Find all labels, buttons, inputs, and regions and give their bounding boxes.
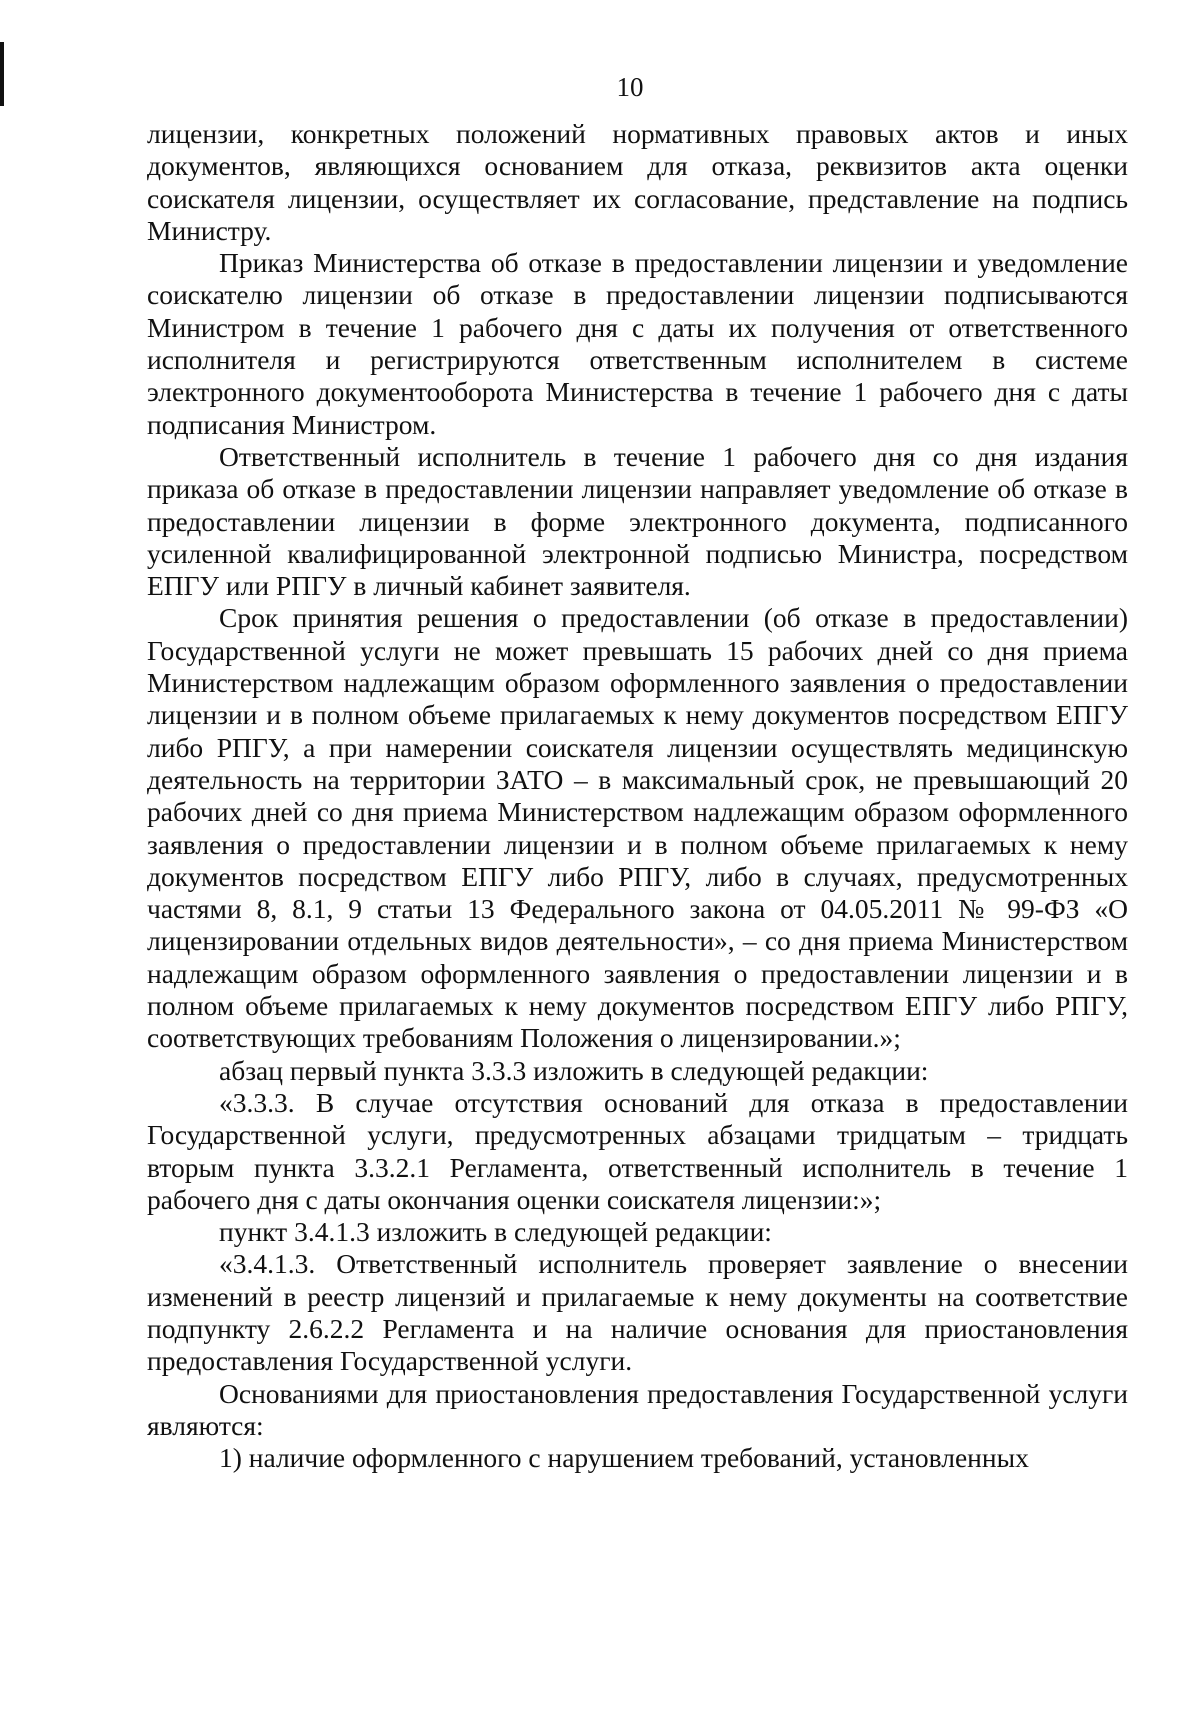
paragraph-clause-3-4-1-3: «3.4.1.3. Ответственный исполнитель проверяет заявление о внесении изменений в реестр лицензий и прилагаемые к нему документы на соответствие подпункту 2.6.2.2 Регламента и на наличие основания для приостановления предоставления Государственной услуги. [147, 1248, 1128, 1377]
document-body [147, 118, 1128, 1474]
page-number: 10 [616, 72, 644, 102]
paragraph-continuation: лицензии, конкретных положений нормативных правовых актов и иных документов, являющихся основанием для отказа, реквизитов акта оценки соискателя лицензии, осуществляет их согласование, представление на подпись Министру. [147, 118, 1128, 246]
paragraph-amendment-3-4-1-3: пункт 3.4.1.3 изложить в следующей редакции: [219, 1216, 772, 1248]
paragraph-order-signing: Приказ Министерства об отказе в предоставлении лицензии и уведомление соискателю лицензии об отказе в предоставлении лицензии подписываются Министром в течение 1 рабочего дня с даты их получения от ответственного исполнителя и регистрируются ответственным исполнителем в системе электронного документооборота Министерства в течение 1 рабочего дня с даты подписания Министром. [147, 247, 1128, 440]
paragraph-clause-3-3-3: «3.3.3. В случае отсутствия оснований для отказа в предоставлении Государственной услуги, предусмотренных абзацами тридцатым – тридцать вторым пункта 3.3.2.1 Регламента, ответственный исполнитель в течение 1 рабочего дня с даты окончания оценки соискателя лицензии:»; [147, 1086, 1128, 1215]
paragraph-suspension-grounds: Основаниями для приостановления предоставления Государственной услуги являются: [147, 1377, 1128, 1441]
paragraph-amendment-3-3-3: абзац первый пункта 3.3.3 изложить в следующей редакции: [219, 1054, 929, 1086]
paragraph-item-1: 1) наличие оформленного с нарушением требований, установленных [219, 1442, 1029, 1474]
paragraph-notification: Ответственный исполнитель в течение 1 рабочего дня со дня издания приказа об отказе в предоставлении лицензии направляет уведомление об отказе в предоставлении лицензии в форме электронного документа, подписанного усиленной квалифицированной электронной подписью Министра, посредством ЕПГУ или РПГУ в личный кабинет заявителя. [147, 440, 1128, 602]
paragraph-decision-term: Срок принятия решения о предоставлении (об отказе в предоставлении) Государственной услуги не может превышать 15 рабочих дней со дня приема Министерством надлежащим образом оформленного заявления о предоставлении лицензии и в полном объеме прилагаемых к нему документов посредством ЕПГУ либо РПГУ, а при намерении соискателя лицензии осуществлять медицинскую деятельность на территории ЗАТО – в максимальный срок, не превышающий 20 рабочих дней со дня приема Министерством надлежащим образом оформленного заявления о предоставлении лицензии и в полном объеме прилагаемых к нему документов посредством ЕПГУ либо РПГУ, либо в случаях, предусмотренных частями 8, 8.1, 9 статьи 13 Федерального закона от 04.05.2011 № 99-ФЗ «О лицензировании отдельных видов деятельности», – со дня приема Министерством надлежащим образом оформленного заявления о предоставлении лицензии и в полном объеме прилагаемых к нему документов посредством ЕПГУ либо РПГУ, соответствующих требованиям Положения о лицензировании.»; [147, 602, 1128, 1054]
